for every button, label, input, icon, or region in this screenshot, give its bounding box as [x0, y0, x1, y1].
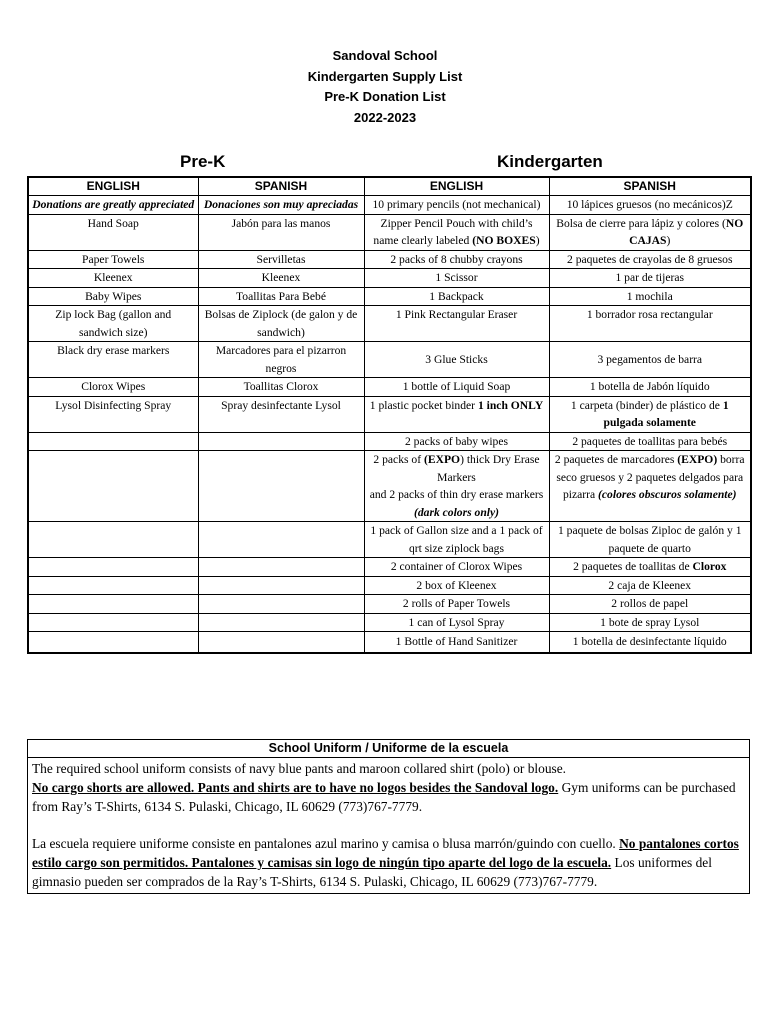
table-row [28, 196, 751, 215]
cell-text-bold: (EXPO) [677, 453, 718, 466]
cell-text-bold-italic: (colores obscuros solamente) [598, 488, 737, 501]
cell-prek-english: Hand Soap [28, 214, 198, 250]
title-line-kinder: Kindergarten Supply List [307, 68, 463, 84]
cell-prek-english [28, 595, 198, 614]
cell-text: 2 paquetes de marcadores [554, 453, 678, 466]
cell-text: and 2 packs of thin dry erase markers [369, 488, 544, 501]
cell-kinder-spanish [549, 396, 751, 432]
column-header-prek-english: ENGLISH [28, 177, 198, 196]
cell-prek-spanish: Kleenex [198, 269, 364, 288]
cell-kinder-spanish: 1 paquete de bolsas Ziploc de galón y 1 paquete de quarto [549, 522, 751, 558]
cell-text: 2 paquetes de toallitas de [573, 560, 693, 573]
table-row [28, 451, 751, 522]
cell-prek-english: Lysol Disinfecting Spray [28, 396, 198, 432]
table-row [28, 378, 751, 397]
cell-kinder-english: 1 Bottle of Hand Sanitizer [364, 632, 549, 654]
table-row [28, 576, 751, 595]
cell-kinder-spanish [549, 214, 751, 250]
table-row [28, 287, 751, 306]
cell-text: 2 packs of [373, 453, 424, 466]
cell-text-bold: Clorox [692, 560, 727, 573]
cell-prek-spanish [198, 595, 364, 614]
cell-prek-spanish [198, 432, 364, 451]
cell-prek-spanish [198, 451, 364, 522]
cell-text-bold: NO CAJAS [629, 216, 744, 247]
cell-kinder-spanish [549, 558, 751, 577]
cell-prek-spanish: Bolsas de Ziplock (de galon y de sandwich) [198, 306, 364, 342]
cell-text-bold: (NO BOXES [472, 234, 536, 247]
cell-text: ) [535, 234, 540, 247]
cell-kinder-english [364, 214, 549, 250]
document-title [0, 46, 770, 128]
cell-prek-english: Donations are greatly appreciated [28, 196, 198, 215]
uniform-spanish-purchase: Los uniformes del gimnasio pueden ser comprados de la Ray’s T-Shirts, 6134 S. Pulaski, Chicago, IL 60629 (773)767-7779. [32, 855, 712, 889]
cell-kinder-spanish: 1 botella de desinfectante líquido [549, 632, 751, 654]
cell-prek-english [28, 558, 198, 577]
cell-text: 1 plastic pocket binder [369, 398, 478, 412]
cell-kinder-spanish: 1 mochila [549, 287, 751, 306]
table-row [28, 214, 751, 250]
cell-prek-english: Zip lock Bag (gallon and sandwich size) [28, 306, 198, 342]
cell-kinder-english [364, 451, 549, 522]
title-line-school: Sandoval School [332, 48, 438, 63]
cell-kinder-spanish: 2 paquetes de crayolas de 8 gruesos [549, 250, 751, 269]
table-row [28, 613, 751, 632]
cell-kinder-english: 1 can of Lysol Spray [364, 613, 549, 632]
cell-kinder-english [364, 396, 549, 432]
section-heading-prek: Pre-K [180, 152, 226, 171]
cell-prek-english [28, 432, 198, 451]
cell-text-bold: 1 pulgada solamente [603, 398, 729, 429]
table-row [28, 342, 751, 378]
cell-kinder-english: 3 Glue Sticks [364, 342, 549, 378]
column-header-kinder-spanish: SPANISH [549, 177, 751, 196]
section-heading-kindergarten: Kindergarten [497, 152, 603, 171]
cell-prek-english [28, 522, 198, 558]
table-row [28, 522, 751, 558]
cell-kinder-english: 1 Scissor [364, 269, 549, 288]
cell-prek-english [28, 576, 198, 595]
cell-text: Zipper Pencil Pouch with child’s name clearly labeled [373, 216, 533, 247]
cell-kinder-english: 2 packs of baby wipes [364, 432, 549, 451]
cell-kinder-spanish: 10 lápices gruesos (no mecánicos)Z [549, 196, 751, 215]
cell-text: 1 carpeta (binder) de plástico de [570, 398, 723, 412]
cell-kinder-spanish: 3 pegamentos de barra [549, 342, 751, 378]
cell-text: Bolsa de cierre para lápiz y colores ( [556, 216, 726, 230]
cell-prek-spanish: Marcadores para el pizarron negros [198, 342, 364, 378]
cell-prek-english [28, 613, 198, 632]
cell-kinder-english: 2 rolls of Paper Towels [364, 595, 549, 614]
cell-kinder-english: 1 Pink Rectangular Eraser [364, 306, 549, 342]
cell-prek-spanish: Donaciones son muy apreciadas [198, 196, 364, 215]
cell-prek-english: Kleenex [28, 269, 198, 288]
cell-prek-spanish [198, 613, 364, 632]
title-line-year: 2022-2023 [353, 109, 417, 125]
uniform-english-line1: The required school uniform consists of navy blue pants and maroon collared shirt (polo) or blouse. [32, 761, 567, 776]
uniform-spanish-intro: La escuela requiere uniforme consiste en pantalones azul marino y camisa o blusa marrón/guindo con cuello. [32, 836, 620, 851]
cell-prek-english [28, 451, 198, 522]
cell-kinder-english: 10 primary pencils (not mechanical) [364, 196, 549, 215]
cell-prek-spanish [198, 558, 364, 577]
uniform-body [28, 758, 749, 893]
cell-prek-english [28, 632, 198, 654]
cell-prek-english: Paper Towels [28, 250, 198, 269]
cell-prek-spanish: Toallitas Para Bebé [198, 287, 364, 306]
uniform-spanish-paragraph [32, 834, 745, 891]
column-header-kinder-english: ENGLISH [364, 177, 549, 196]
supply-table [27, 176, 752, 654]
cell-text-bold: 1 inch ONLY [477, 398, 544, 412]
table-row [28, 306, 751, 342]
table-row [28, 269, 751, 288]
uniform-title: School Uniform / Uniforme de la escuela [28, 740, 749, 758]
cell-text: ) thick Dry Erase Markers [437, 453, 540, 484]
cell-kinder-spanish: 2 rollos de papel [549, 595, 751, 614]
column-header-prek-spanish: SPANISH [198, 177, 364, 196]
table-row [28, 432, 751, 451]
cell-kinder-english: 2 box of Kleenex [364, 576, 549, 595]
uniform-spanish-rule: No pantalones cortos estilo cargo son permitidos. Pantalones y camisas sin logo de ningún tipo aparte del logo de la escuela. [32, 836, 739, 870]
cell-kinder-spanish: 1 bote de spray Lysol [549, 613, 751, 632]
uniform-box [27, 739, 750, 894]
cell-kinder-spanish [549, 451, 751, 522]
cell-kinder-spanish: 1 par de tijeras [549, 269, 751, 288]
table-header-row [28, 177, 751, 196]
cell-kinder-spanish: 2 caja de Kleenex [549, 576, 751, 595]
cell-kinder-spanish: 1 borrador rosa rectangular [549, 306, 751, 342]
table-row [28, 250, 751, 269]
cell-prek-spanish: Toallitas Clorox [198, 378, 364, 397]
cell-kinder-english: 2 packs of 8 chubby crayons [364, 250, 549, 269]
cell-prek-english: Baby Wipes [28, 287, 198, 306]
cell-prek-english: Black dry erase markers [28, 342, 198, 378]
uniform-english-rule: No cargo shorts are allowed. Pants and shirts are to have no logos besides the Sandoval logo. [32, 780, 559, 795]
cell-prek-english: Clorox Wipes [28, 378, 198, 397]
table-row [28, 595, 751, 614]
cell-prek-spanish: Jabón para las manos [198, 214, 364, 250]
cell-kinder-english: 1 Backpack [364, 287, 549, 306]
cell-kinder-spanish: 1 botella de Jabón líquido [549, 378, 751, 397]
cell-prek-spanish [198, 522, 364, 558]
cell-text-bold: (EXPO [423, 453, 461, 466]
table-row [28, 558, 751, 577]
cell-kinder-spanish: 2 paquetes de toallitas para bebés [549, 432, 751, 451]
uniform-english-purchase: Gym uniforms can be purchased from Ray’s T-Shirts, 6134 S. Pulaski, Chicago, IL 60629 (773)767-7779. [32, 780, 736, 814]
cell-prek-spanish [198, 576, 364, 595]
table-row [28, 396, 751, 432]
cell-text-bold-italic: (dark colors only) [413, 505, 500, 519]
cell-kinder-english: 2 container of Clorox Wipes [364, 558, 549, 577]
cell-text: ) [666, 234, 671, 247]
cell-kinder-english: 1 bottle of Liquid Soap [364, 378, 549, 397]
table-row [28, 632, 751, 654]
uniform-english-paragraph [32, 778, 745, 816]
cell-text: borra seco gruesos y 2 paquetes delgados para pizarra [556, 453, 745, 501]
cell-prek-spanish: Servilletas [198, 250, 364, 269]
cell-prek-spanish [198, 632, 364, 654]
cell-kinder-english: 1 pack of Gallon size and a 1 pack of qrt size ziplock bags [364, 522, 549, 558]
title-line-prek: Pre-K Donation List [324, 89, 446, 104]
cell-prek-spanish: Spray desinfectante Lysol [198, 396, 364, 432]
